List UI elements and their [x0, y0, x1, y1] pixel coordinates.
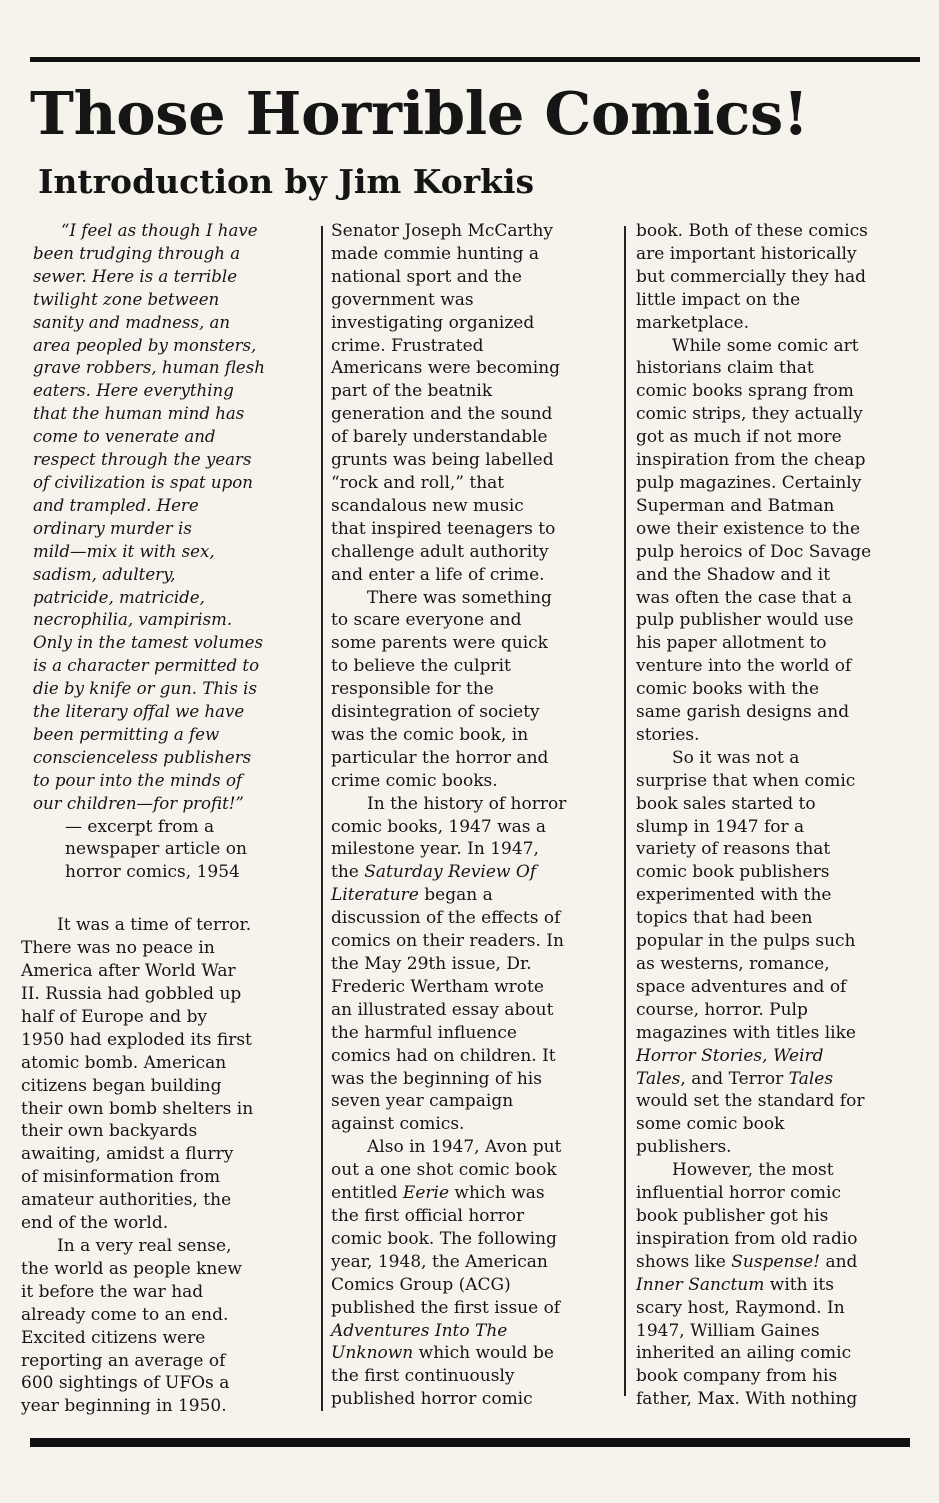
body-line: particular the horror and [331, 747, 549, 768]
body-line: comic strips, they actually [636, 404, 863, 425]
body-line: made commie hunting a [331, 243, 539, 264]
body-line: slump in 1947 for a [636, 816, 805, 837]
body-line: responsible for the [331, 679, 494, 700]
body-line: Inner Sanctum with its [636, 1274, 834, 1295]
column-divider-1 [321, 226, 323, 1411]
body-line: Adventures Into The [331, 1320, 508, 1341]
epigraph-line: twilight zone between [33, 289, 220, 309]
body-line: historians claim that [636, 358, 814, 379]
epigraph-line: area peopled by monsters, [33, 335, 257, 355]
body-line: reporting an average of [21, 1350, 226, 1371]
body-line: the first continuously [331, 1366, 515, 1387]
body-line: but commercially they had [636, 266, 867, 287]
body-line: the first official horror [331, 1205, 525, 1226]
body-line: Superman and Batman [636, 495, 835, 516]
body-line: as westerns, romance, [636, 954, 830, 974]
body-line: scary host, Raymond. In [636, 1297, 845, 1318]
body-line: father, Max. With nothing [636, 1389, 858, 1410]
body-line: little impact on the [636, 289, 801, 310]
paragraph-gap [21, 884, 317, 914]
column-divider-2 [624, 226, 626, 1396]
body-line: scandalous new music [331, 495, 524, 516]
body-line: experimented with the [636, 885, 832, 906]
body-line: owe their existence to the [636, 518, 861, 539]
column-2 [331, 220, 618, 1411]
epigraph-line: die by knife or gun. This is [33, 679, 257, 699]
body-line: some comic book [636, 1114, 785, 1135]
body-line: Americans were becoming [331, 358, 561, 379]
body-line: Literature began a [331, 885, 493, 906]
body-line: atomic bomb. American [21, 1052, 227, 1073]
epigraph-line: necrophilia, vampirism. [33, 610, 233, 630]
body-line: Horror Stories, Weird [636, 1045, 824, 1066]
bottom-rule [30, 1438, 910, 1447]
body-line: There was something [367, 587, 552, 608]
epigraph-line: sewer. Here is a terrible [33, 266, 238, 286]
epigraph-line: mild—mix it with sex, [33, 541, 215, 561]
epigraph-line: grave robbers, human flesh [33, 358, 265, 378]
body-line: entitled Eerie which was [331, 1183, 545, 1204]
body-line: comic books with the [636, 679, 820, 700]
body-line: venture into the world of [636, 656, 852, 677]
epigraph-line: to pour into the minds of [33, 770, 243, 790]
body-line: discussion of the effects of [331, 908, 561, 929]
body-line: challenge adult authority [331, 541, 549, 562]
body-line: investigating organized [331, 312, 535, 333]
body-line: book publisher got his [636, 1205, 829, 1226]
body-line: It was a time of terror. [57, 915, 252, 936]
body-line: book. Both of these comics [636, 221, 868, 241]
epigraph-line: come to venerate and [33, 427, 216, 447]
body-line: shows like Suspense! and [636, 1251, 858, 1272]
top-rule [30, 57, 920, 62]
epigraph-line: sanity and madness, an [33, 312, 231, 332]
body-line: was often the case that a [636, 587, 852, 608]
body-line: marketplace. [636, 312, 750, 333]
body-line: America after World War [21, 961, 236, 982]
body-line: pulp publisher would use [636, 610, 854, 631]
epigraph-line: ordinary murder is [33, 518, 192, 538]
body-line: citizens began building [21, 1075, 222, 1096]
body-line: comic books, 1947 was a [331, 816, 547, 837]
body-line: popular in the pulps such [636, 931, 856, 952]
body-line: topics that had been [636, 908, 813, 929]
body-line: 1947, William Gaines [636, 1320, 820, 1341]
body-line: disintegration of society [331, 702, 540, 723]
body-line: published the first issue of [331, 1297, 561, 1318]
body-line: got as much if not more [636, 427, 842, 448]
body-line: Unknown which would be [331, 1343, 554, 1364]
body-line: Comics Group (ACG) [331, 1274, 511, 1295]
body-line: his paper allotment to [636, 633, 827, 654]
body-line: national sport and the [331, 266, 522, 287]
epigraph-line: been permitting a few [33, 724, 220, 744]
body-line: inspiration from old radio [636, 1228, 858, 1249]
epigraph-line: conscienceless publishers [33, 747, 252, 767]
body-line: out a one shot comic book [331, 1160, 557, 1181]
epigraph-line: and trampled. Here [33, 495, 199, 515]
body-line: space adventures and of [636, 976, 847, 997]
epigraph-line: patricide, matricide, [33, 587, 205, 607]
epigraph-line: the literary offal we have [33, 702, 245, 722]
body-line: the harmful influence [331, 1022, 517, 1043]
epigraph-line: our children—for profit!” [33, 793, 244, 813]
epigraph-credit-line: newspaper article on [65, 839, 247, 860]
column-1 [21, 220, 317, 1418]
body-line: government was [331, 289, 474, 310]
body-line: 600 sightings of UFOs a [21, 1373, 230, 1394]
body-line: In a very real sense, [57, 1235, 232, 1256]
body-line: comic book. The following [331, 1228, 557, 1249]
body-line: inspiration from the cheap [636, 450, 866, 471]
body-line: comics had on children. It [331, 1045, 556, 1066]
body-line: generation and the sound [331, 404, 553, 425]
body-line: publishers. [636, 1137, 732, 1158]
body-line: However, the most [672, 1160, 834, 1181]
body-line: end of the world. [21, 1213, 169, 1234]
body-line: the world as people knew [21, 1258, 242, 1279]
body-line: In the history of horror [367, 793, 567, 814]
body-line: Frederic Wertham wrote [331, 976, 544, 997]
body-line: to believe the culprit [331, 656, 511, 677]
epigraph-credit-line: horror comics, 1954 [65, 862, 240, 883]
body-line: stories. [636, 724, 700, 745]
body-line: the May 29th issue, Dr. [331, 954, 532, 974]
body-line: grunts was being labelled [331, 450, 554, 471]
body-line: part of the beatnik [331, 381, 493, 402]
column-3 [636, 220, 924, 1411]
body-line: variety of reasons that [636, 839, 831, 860]
body-line: So it was not a [672, 747, 800, 768]
body-line: some parents were quick [331, 633, 548, 654]
body-line: was the comic book, in [331, 724, 529, 745]
body-line: and enter a life of crime. [331, 564, 545, 585]
body-line: half of Europe and by [21, 1006, 208, 1027]
body-line: seven year campaign [331, 1091, 514, 1112]
body-line: the Saturday Review Of [331, 862, 537, 883]
body-line: inherited an ailing comic [636, 1343, 852, 1364]
body-line: book sales started to [636, 793, 816, 814]
body-line: would set the standard for [636, 1091, 865, 1112]
epigraph-line: of civilization is spat upon [33, 472, 253, 492]
body-line: comics on their readers. In [331, 931, 564, 952]
epigraph-line: respect through the years [33, 450, 252, 470]
body-line: II. Russia had gobbled up [21, 984, 242, 1004]
body-line: book company from his [636, 1366, 838, 1387]
epigraph-line: Only in the tamest volumes [33, 633, 263, 653]
body-line: pulp heroics of Doc Savage [636, 541, 872, 562]
body-line: pulp magazines. Certainly [636, 472, 862, 493]
body-line: year, 1948, the American [331, 1251, 548, 1272]
body-line: against comics. [331, 1114, 465, 1135]
body-line: awaiting, amidst a flurry [21, 1144, 234, 1165]
body-line: milestone year. In 1947, [331, 839, 539, 860]
body-line: amateur authorities, the [21, 1190, 232, 1211]
body-line: of misinformation from [21, 1167, 221, 1188]
body-line: are important historically [636, 243, 857, 264]
epigraph-line: been trudging through a [33, 243, 241, 263]
body-line: of barely understandable [331, 427, 548, 448]
body-line: “rock and roll,” that [331, 472, 505, 493]
body-line: 1950 had exploded its first [21, 1029, 252, 1050]
body-line: magazines with titles like [636, 1022, 856, 1043]
body-line: their own bomb shelters in [21, 1098, 254, 1119]
body-line: comic books sprang from [636, 381, 854, 402]
body-line: There was no peace in [21, 938, 215, 959]
body-line: Excited citizens were [21, 1327, 206, 1348]
body-line: crime. Frustrated [331, 335, 484, 356]
body-line: it before the war had [21, 1281, 204, 1302]
body-line: that inspired teenagers to [331, 518, 556, 539]
body-line: already come to an end. [21, 1304, 229, 1325]
epigraph-credit-line: — excerpt from a [65, 816, 215, 837]
body-line: comic book publishers [636, 862, 830, 883]
body-line: was the beginning of his [331, 1068, 542, 1089]
body-line: Tales, and Terror Tales [636, 1068, 834, 1089]
body-line: Also in 1947, Avon put [367, 1137, 562, 1158]
body-line: to scare everyone and [331, 610, 522, 631]
body-line: crime comic books. [331, 770, 498, 791]
body-line: published horror comic [331, 1389, 533, 1410]
body-line: course, horror. Pulp [636, 999, 808, 1020]
body-line: While some comic art [672, 335, 859, 356]
epigraph-line: “I feel as though I have [61, 221, 258, 240]
body-line: their own backyards [21, 1121, 198, 1142]
body-line: same garish designs and [636, 702, 850, 723]
body-line: surprise that when comic [636, 770, 856, 791]
article-subtitle: Introduction by Jim Korkis [38, 162, 535, 201]
body-line: Senator Joseph McCarthy [331, 221, 554, 241]
body-line: and the Shadow and it [636, 564, 831, 585]
body-line: year beginning in 1950. [21, 1396, 227, 1417]
body-line: influential horror comic [636, 1183, 841, 1204]
epigraph-line: is a character permitted to [33, 656, 260, 676]
epigraph-line: that the human mind has [33, 404, 245, 424]
article-title: Those Horrible Comics! [30, 79, 809, 148]
body-line: an illustrated essay about [331, 999, 554, 1020]
epigraph-line: sadism, adultery, [33, 564, 176, 584]
epigraph-line: eaters. Here everything [33, 381, 234, 401]
